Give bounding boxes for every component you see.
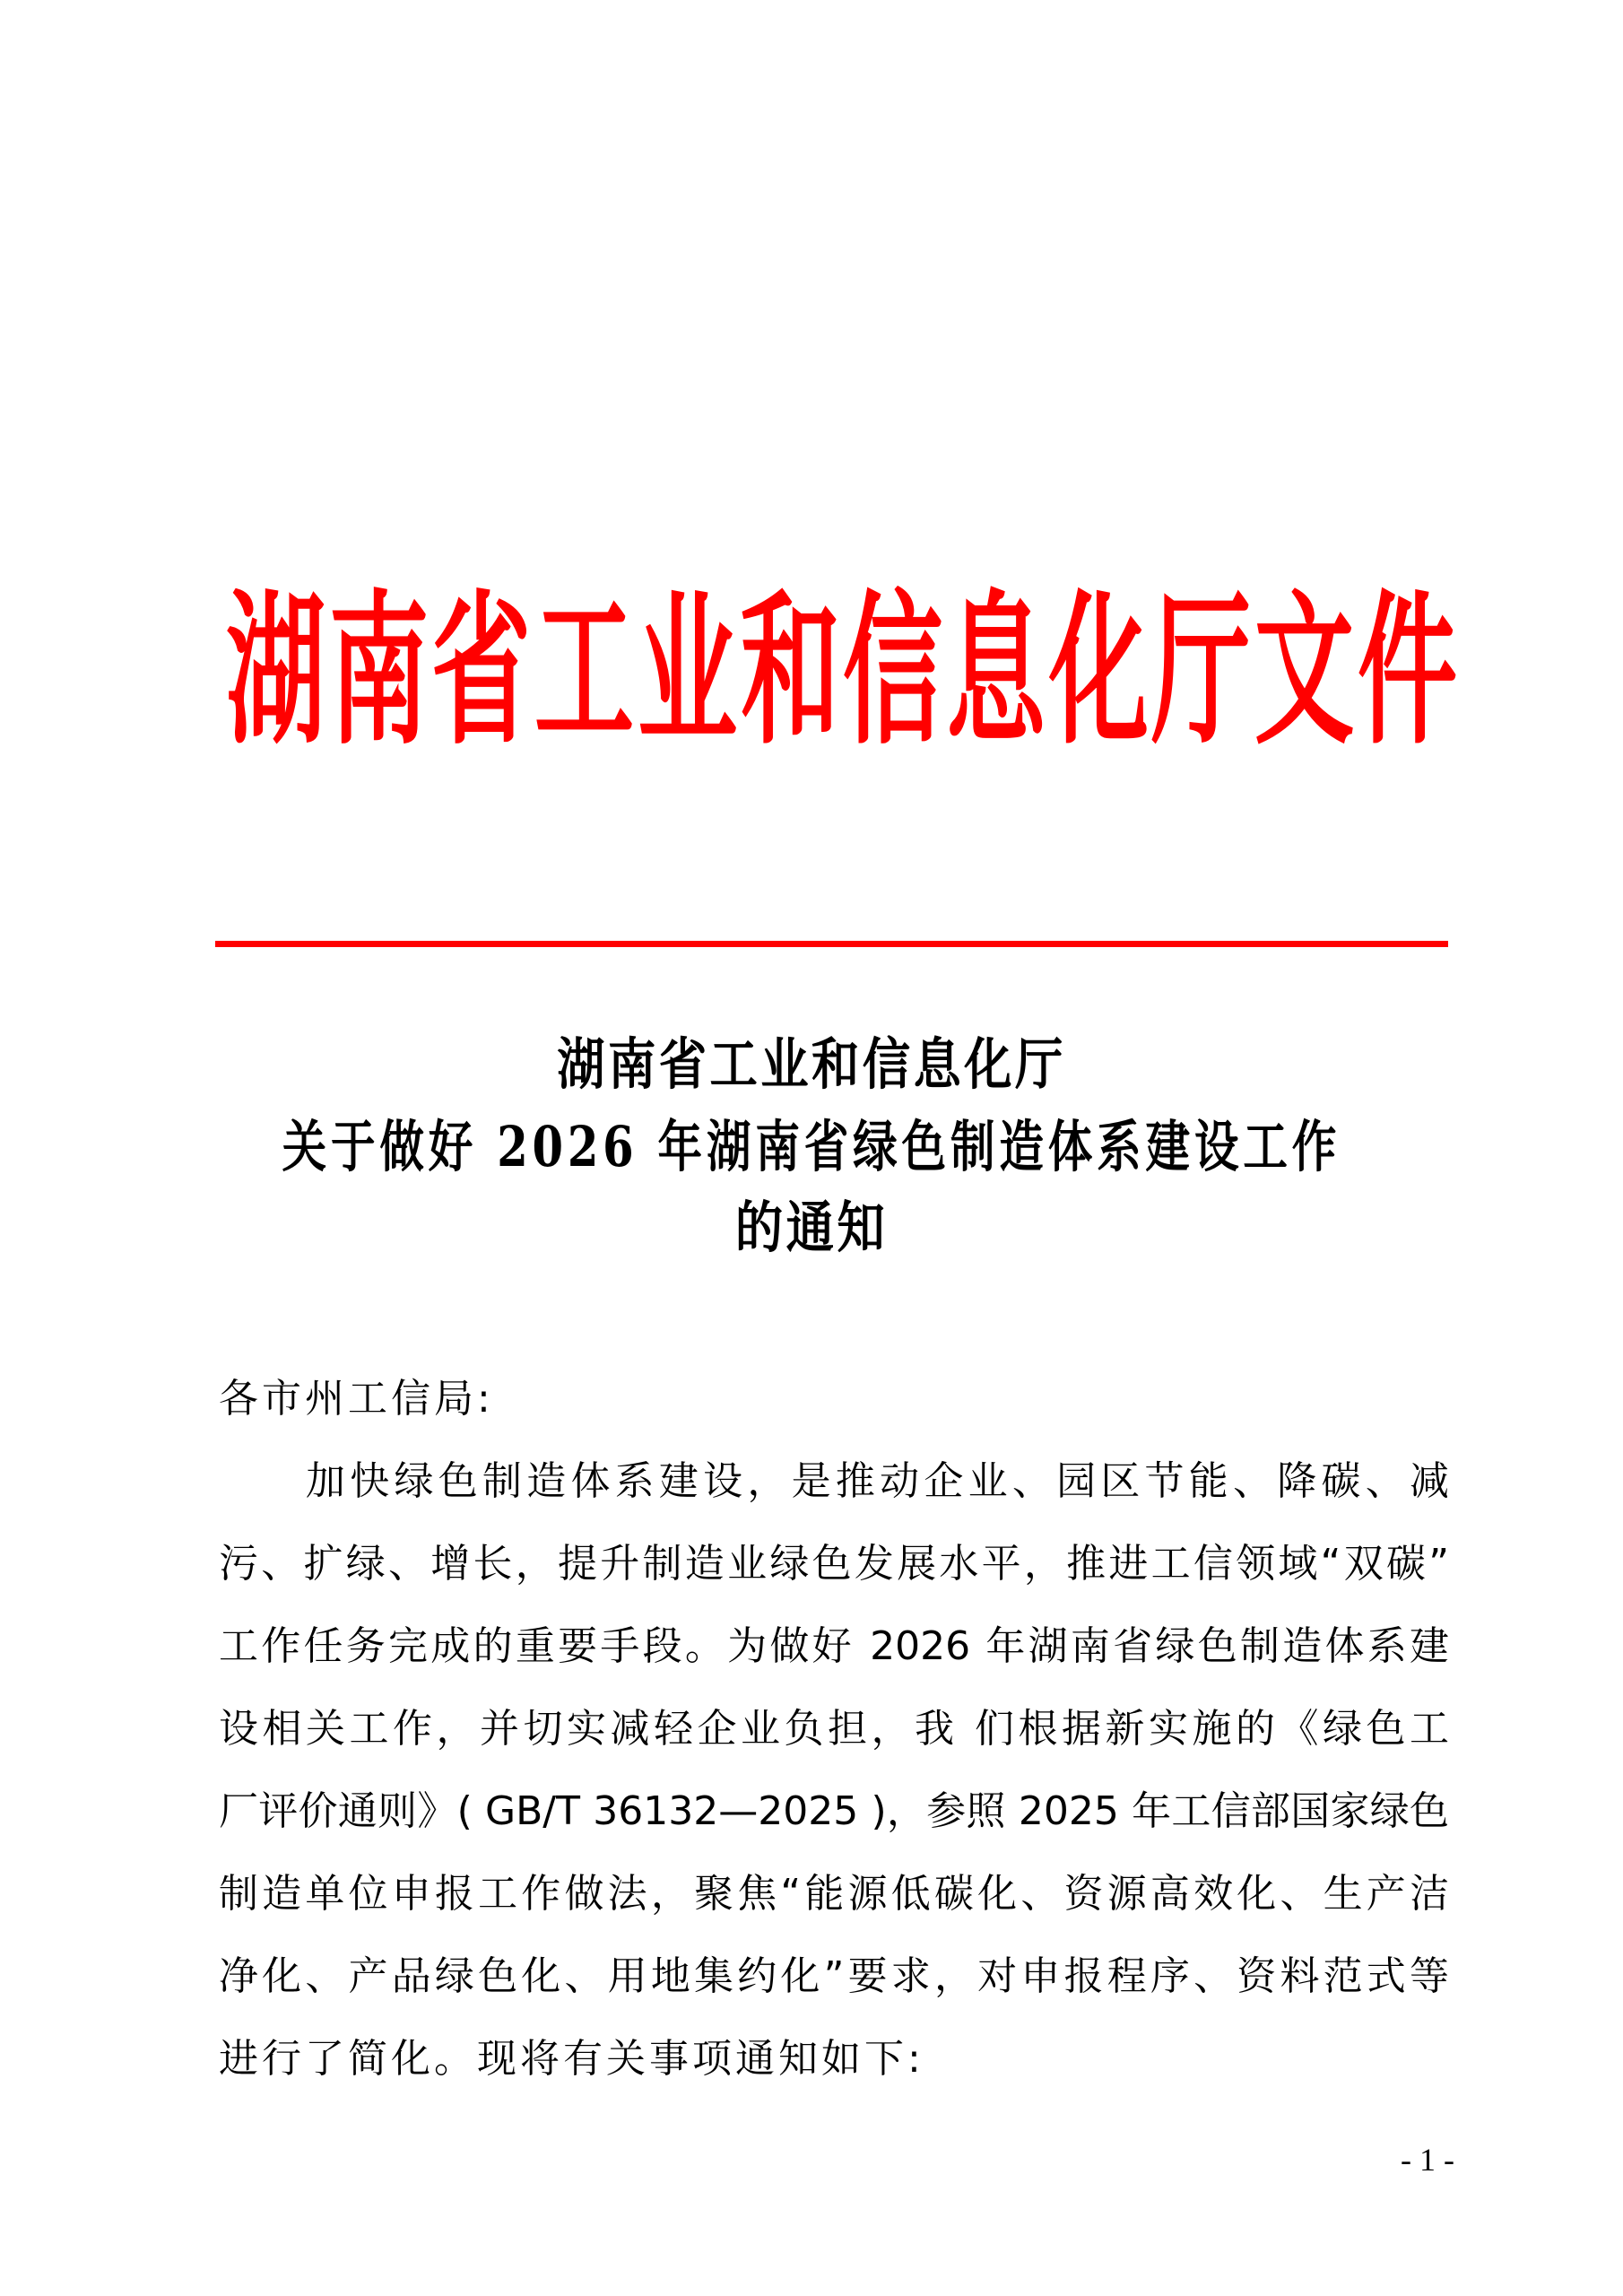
body-paragraph-line: 制造单位申报工作做法，聚焦“能源低碳化、资源高效化、生产洁 <box>219 1871 1449 1917</box>
title-text: 湖南省工业和信息化厅 <box>557 1031 1066 1097</box>
body-paragraph-line: 厂评价通则》( GB/T 36132—2025 )，参照 2025 年工信部国家绿色 <box>219 1788 1449 1834</box>
body-paragraph-line: 污、扩绿、增长，提升制造业绿色发展水平，推进工信领域“双碳” <box>219 1541 1449 1587</box>
masthead-char: 息 <box>946 574 1046 767</box>
masthead-char: 南 <box>328 574 429 767</box>
masthead-char: 化 <box>1048 574 1149 767</box>
masthead-title <box>213 574 1457 767</box>
body-paragraph-line: 净化、产品绿色化、用地集约化”要求，对申报程序、资料范式等 <box>219 1953 1449 1999</box>
masthead-char: 文 <box>1254 574 1355 767</box>
salutation-text: 各市州工信局: <box>219 1376 494 1422</box>
masthead-char: 工 <box>534 574 635 767</box>
masthead-char: 信 <box>843 574 943 767</box>
masthead-char: 省 <box>431 574 532 767</box>
document-title-line-2 <box>0 1114 1623 1179</box>
body-paragraph-line <box>219 2032 1449 2086</box>
body-paragraph-line: 加快绿色制造体系建设，是推动企业、园区节能、降碳、减 <box>306 1458 1449 1504</box>
red-divider-rule <box>215 941 1448 947</box>
masthead-char: 业 <box>637 574 737 767</box>
masthead-char: 件 <box>1357 574 1457 767</box>
page-number: - 1 - <box>1401 2142 1454 2178</box>
body-paragraph-line: 工作任务完成的重要手段。为做好 2026 年湖南省绿色制造体系建 <box>219 1623 1449 1669</box>
document-title-line-1 <box>0 1031 1623 1097</box>
masthead-char: 厅 <box>1151 574 1252 767</box>
title-text: 关于做好 2026 年湖南省绿色制造体系建设工作 <box>282 1114 1341 1179</box>
document-title-line-3 <box>0 1195 1623 1260</box>
masthead-char: 和 <box>740 574 840 767</box>
title-text: 的通知 <box>734 1195 889 1260</box>
salutation <box>219 1372 1449 1426</box>
body-last-line-text: 进行了简化。现将有关事项通知如下: <box>219 2036 924 2082</box>
masthead-char: 湖 <box>226 574 326 767</box>
body-paragraph-line: 设相关工作，并切实减轻企业负担，我 们根据新实施的《绿色工 <box>219 1706 1449 1752</box>
